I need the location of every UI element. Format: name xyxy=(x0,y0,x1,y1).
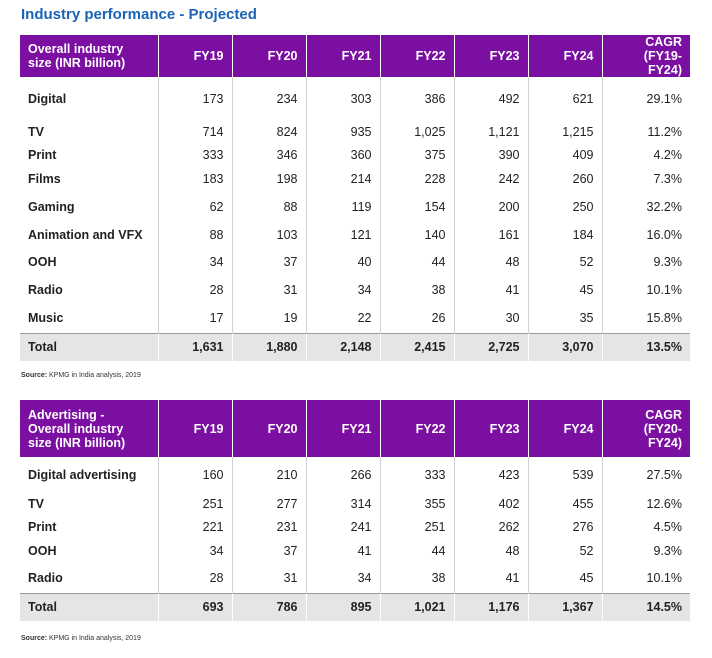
table-cell: 276 xyxy=(528,515,602,539)
industry-size-table xyxy=(20,35,690,361)
table-cell: 119 xyxy=(306,191,380,222)
header-cell: FY20 xyxy=(232,35,306,77)
table-row xyxy=(20,303,690,333)
table-cell: 360 xyxy=(306,143,380,167)
header-cell: CAGR (FY19-FY24) xyxy=(602,35,690,77)
table-cell: 27.5% xyxy=(602,457,690,493)
table-cell: 45 xyxy=(528,277,602,303)
header-cell: FY21 xyxy=(306,400,380,457)
table-cell: 262 xyxy=(454,515,528,539)
table-cell: 251 xyxy=(380,515,454,539)
table-cell: 121 xyxy=(306,222,380,247)
table-cell: 7.3% xyxy=(602,167,690,191)
table-cell: 140 xyxy=(380,222,454,247)
table-cell: 41 xyxy=(454,277,528,303)
header-cell: FY22 xyxy=(380,35,454,77)
table-cell: 184 xyxy=(528,222,602,247)
table-cell: 1,176 xyxy=(454,593,528,621)
table-cell: 12.6% xyxy=(602,493,690,515)
source-label: Source: xyxy=(21,635,48,642)
table-cell: 198 xyxy=(232,167,306,191)
table-cell: 355 xyxy=(380,493,454,515)
row-label: TV xyxy=(28,497,44,511)
row-label: Music xyxy=(28,310,64,325)
table-cell: 13.5% xyxy=(602,333,690,361)
row-label: Radio xyxy=(28,570,63,585)
table-cell: 492 xyxy=(454,87,528,111)
table-cell: 10.1% xyxy=(602,563,690,593)
table-cell: 234 xyxy=(232,87,306,111)
table-cell: 935 xyxy=(306,121,380,143)
table-cell: 455 xyxy=(528,493,602,515)
table-cell: 15.8% xyxy=(602,303,690,333)
table-cell: 1,121 xyxy=(454,121,528,143)
table-cell: 3,070 xyxy=(528,333,602,361)
table-cell: 231 xyxy=(232,515,306,539)
table-cell: 161 xyxy=(454,222,528,247)
table-cell: 88 xyxy=(158,222,232,247)
table-cell: 242 xyxy=(454,167,528,191)
row-label: Digital advertising xyxy=(28,468,137,482)
table-cell: 260 xyxy=(528,167,602,191)
table-cell: 173 xyxy=(158,87,232,111)
header-cell: FY23 xyxy=(454,400,528,457)
table-cell: 4.5% xyxy=(602,515,690,539)
table-cell: 103 xyxy=(232,222,306,247)
table-header-row xyxy=(20,35,690,77)
table-cell: 621 xyxy=(528,87,602,111)
table-cell: 183 xyxy=(158,167,232,191)
source-label: Source: xyxy=(21,372,48,379)
source-text: KPMG in India analysis, 2019 xyxy=(47,372,141,379)
table-row xyxy=(20,457,690,493)
table-row xyxy=(20,247,690,277)
table-cell: 241 xyxy=(306,515,380,539)
table-cell: 41 xyxy=(454,563,528,593)
table-cell: 221 xyxy=(158,515,232,539)
table-cell: 314 xyxy=(306,493,380,515)
table-cell: 32.2% xyxy=(602,191,690,222)
table-cell: 824 xyxy=(232,121,306,143)
table-row xyxy=(20,121,690,143)
header-cell: FY24 xyxy=(528,35,602,77)
table-cell: 29.1% xyxy=(602,87,690,111)
table-cell: 34 xyxy=(158,247,232,277)
table-cell: 34 xyxy=(306,277,380,303)
table-cell: 44 xyxy=(380,539,454,563)
table-cell: 693 xyxy=(158,593,232,621)
table-cell: 38 xyxy=(380,277,454,303)
row-label: Gaming xyxy=(28,199,75,214)
header-cell: FY19 xyxy=(158,400,232,457)
table-cell: 17 xyxy=(158,303,232,333)
table-row xyxy=(20,539,690,563)
table-cell: 402 xyxy=(454,493,528,515)
table-cell: 390 xyxy=(454,143,528,167)
table-cell: 88 xyxy=(232,191,306,222)
table-cell: 48 xyxy=(454,247,528,277)
table-cell: 38 xyxy=(380,563,454,593)
table-cell: 303 xyxy=(306,87,380,111)
row-label: Animation and VFX xyxy=(28,227,143,242)
table-cell: 1,367 xyxy=(528,593,602,621)
table-cell: 251 xyxy=(158,493,232,515)
table-row xyxy=(20,563,690,593)
row-label: Print xyxy=(28,148,57,162)
table-cell: 11.2% xyxy=(602,121,690,143)
table-cell: 1,025 xyxy=(380,121,454,143)
row-label: Radio xyxy=(28,283,63,297)
table-cell: 539 xyxy=(528,457,602,493)
header-cell: FY24 xyxy=(528,400,602,457)
table-cell: 786 xyxy=(232,593,306,621)
table-cell: 228 xyxy=(380,167,454,191)
table-cell: 52 xyxy=(528,247,602,277)
table-cell: 14.5% xyxy=(602,593,690,621)
table-cell: 1,021 xyxy=(380,593,454,621)
table-cell: 28 xyxy=(158,563,232,593)
table-cell: 10.1% xyxy=(602,277,690,303)
table-cell: 30 xyxy=(454,303,528,333)
total-row xyxy=(20,333,690,361)
table-cell: 34 xyxy=(158,539,232,563)
table-cell: 333 xyxy=(380,457,454,493)
table-row xyxy=(20,87,690,111)
table-cell: 2,148 xyxy=(306,333,380,361)
row-label: OOH xyxy=(28,544,57,558)
source-note xyxy=(21,635,141,642)
table-cell: 48 xyxy=(454,539,528,563)
table-cell: 214 xyxy=(306,167,380,191)
table-cell: 333 xyxy=(158,143,232,167)
table-cell: 714 xyxy=(158,121,232,143)
table-cell: 154 xyxy=(380,191,454,222)
table-row xyxy=(20,191,690,222)
header-cell: FY23 xyxy=(454,35,528,77)
table-row xyxy=(20,222,690,247)
total-row xyxy=(20,593,690,621)
table-cell: 266 xyxy=(306,457,380,493)
table-cell: 423 xyxy=(454,457,528,493)
table-cell: 386 xyxy=(380,87,454,111)
row-label: TV xyxy=(28,125,44,139)
table-cell: 28 xyxy=(158,277,232,303)
table-cell: 44 xyxy=(380,247,454,277)
table-cell: 40 xyxy=(306,247,380,277)
table-cell: 409 xyxy=(528,143,602,167)
row-label: Digital xyxy=(28,92,67,106)
source-note xyxy=(21,372,141,379)
header-cell: CAGR (FY20-FY24) xyxy=(602,400,690,457)
table-cell: 4.2% xyxy=(602,143,690,167)
table-header-row xyxy=(20,400,690,457)
table-cell: 31 xyxy=(232,277,306,303)
row-label: Total xyxy=(20,593,158,621)
table-cell: 26 xyxy=(380,303,454,333)
table-cell: 346 xyxy=(232,143,306,167)
table-cell: 1,880 xyxy=(232,333,306,361)
table-cell: 62 xyxy=(158,191,232,222)
table-cell: 9.3% xyxy=(602,539,690,563)
table-cell: 45 xyxy=(528,563,602,593)
table-cell: 375 xyxy=(380,143,454,167)
table-cell: 210 xyxy=(232,457,306,493)
table-row xyxy=(20,277,690,303)
table-cell: 19 xyxy=(232,303,306,333)
table-cell: 16.0% xyxy=(602,222,690,247)
table-cell: 200 xyxy=(454,191,528,222)
table-cell: 34 xyxy=(306,563,380,593)
row-label: Print xyxy=(28,520,57,534)
table-cell: 41 xyxy=(306,539,380,563)
table-cell: 9.3% xyxy=(602,247,690,277)
header-cell: FY20 xyxy=(232,400,306,457)
header-cell: Overall industry size (INR billion) xyxy=(20,35,158,77)
table-cell: 22 xyxy=(306,303,380,333)
header-cell: Advertising - Overall industry size (INR billion) xyxy=(20,400,158,457)
header-cell: FY22 xyxy=(380,400,454,457)
table-cell: 37 xyxy=(232,539,306,563)
table-cell: 1,215 xyxy=(528,121,602,143)
table-row xyxy=(20,493,690,515)
page-title: Industry performance - Projected xyxy=(21,6,257,23)
header-cell: FY21 xyxy=(306,35,380,77)
table-row xyxy=(20,143,690,167)
table-cell: 52 xyxy=(528,539,602,563)
table-cell: 35 xyxy=(528,303,602,333)
advertising-size-table xyxy=(20,400,690,621)
header-cell: FY19 xyxy=(158,35,232,77)
row-label: Total xyxy=(20,333,158,361)
table-cell: 37 xyxy=(232,247,306,277)
table-row xyxy=(20,515,690,539)
table-row xyxy=(20,167,690,191)
table-cell: 277 xyxy=(232,493,306,515)
table-cell: 2,725 xyxy=(454,333,528,361)
table-cell: 895 xyxy=(306,593,380,621)
row-label: Films xyxy=(28,172,61,186)
source-text: KPMG in India analysis, 2019 xyxy=(47,635,141,642)
table-cell: 1,631 xyxy=(158,333,232,361)
table-cell: 160 xyxy=(158,457,232,493)
table-cell: 250 xyxy=(528,191,602,222)
table-cell: 2,415 xyxy=(380,333,454,361)
row-label: OOH xyxy=(28,255,57,269)
table-cell: 31 xyxy=(232,563,306,593)
